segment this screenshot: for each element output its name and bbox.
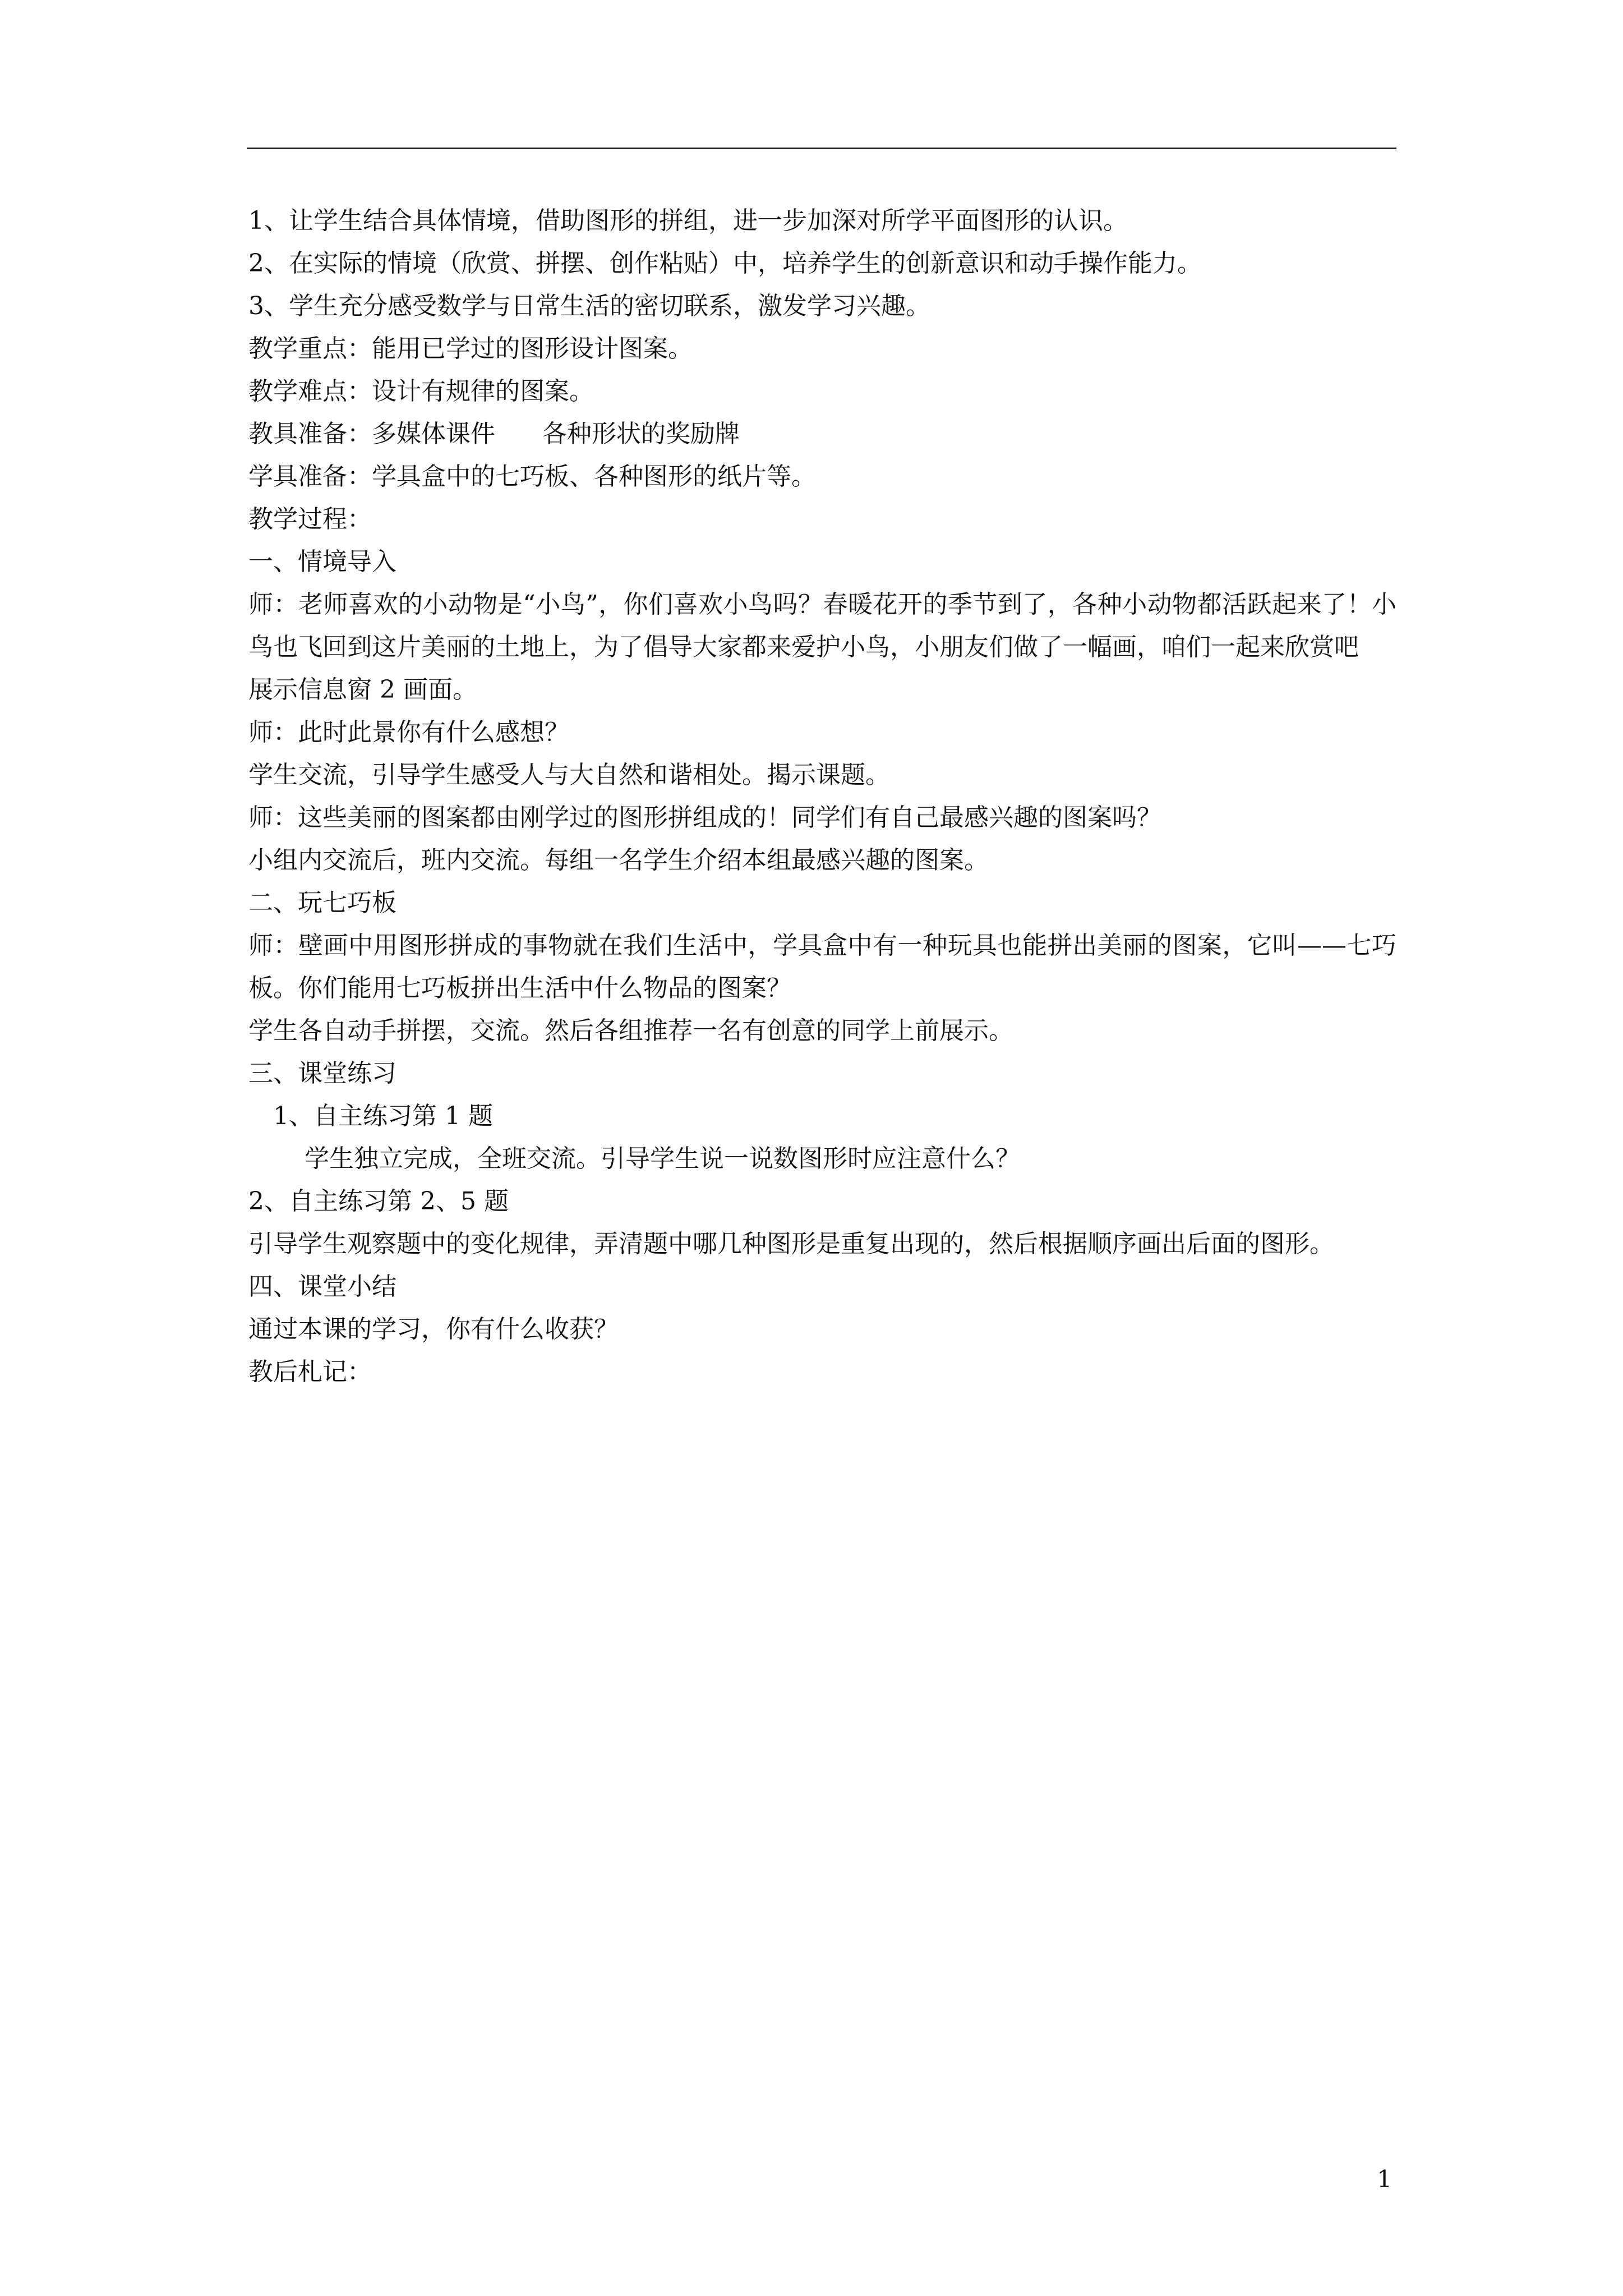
section-1-exchange: 学生交流，引导学生感受人与大自然和谐相处。揭示课题。 <box>248 761 890 789</box>
section-1-question: 师：此时此景你有什么感想？ <box>248 718 569 747</box>
student-materials: 学具准备：学具盒中的七巧板、各种图形的纸片等。 <box>248 462 816 491</box>
key-point: 教学重点：能用已学过的图形设计图案。 <box>248 334 693 363</box>
exercise-2-detail: 引导学生观察题中的变化规律，弄清题中哪几种图形是重复出现的，然后根据顺序画出后面的图形。 <box>248 1230 1334 1258</box>
teaching-notes: 教后札记： <box>248 1358 372 1386</box>
page-number: 1 <box>1377 2165 1392 2193</box>
section-1-teacher-question-2: 师：这些美丽的图案都由刚学过的图形拼组成的！同学们有自己最感兴趣的图案吗？ <box>248 803 1161 832</box>
section-1-teacher-intro: 师：老师喜欢的小动物是“小鸟”，你们喜欢小鸟吗？春暖花开的季节到了，各种小动物都活跃起来了！小鸟也飞回到这片美丽的土地上，为了倡导大家都来爱护小鸟，小朋友们做了一幅画，咱们一起来欣赏吧 <box>248 590 1396 661</box>
section-2-heading: 二、玩七巧板 <box>248 889 396 917</box>
objective-3: 3、学生充分感受数学与日常生活的密切联系，激发学习兴趣。 <box>248 292 930 320</box>
section-2-activity: 学生各自动手拼摆，交流。然后各组推荐一名有创意的同学上前展示。 <box>248 1016 1013 1045</box>
section-1-show: 展示信息窗 2 画面。 <box>248 675 477 704</box>
teacher-materials: 教具准备：多媒体课件 各种形状的奖励牌 <box>248 420 740 448</box>
objective-2: 2、在实际的情境（欣赏、拼摆、创作粘贴）中，培养学生的创新意识和动手操作能力。 <box>248 249 1202 278</box>
process-heading: 教学过程： <box>248 505 372 533</box>
objective-1: 1、让学生结合具体情境，借助图形的拼组，进一步加深对所学平面图形的认识。 <box>248 206 1128 235</box>
section-2-teacher: 师：壁画中用图形拼成的事物就在我们生活中，学具盒中有一种玩具也能拼出美丽的图案，它叫——七巧板。你们能用七巧板拼出生活中什么物品的图案？ <box>248 931 1396 1002</box>
section-3-heading: 三、课堂练习 <box>248 1059 396 1088</box>
section-1-group: 小组内交流后，班内交流。每组一名学生介绍本组最感兴趣的图案。 <box>248 846 989 875</box>
section-1-heading: 一、情境导入 <box>248 547 396 576</box>
exercise-2: 2、自主练习第 2、5 题 <box>248 1187 509 1216</box>
section-4-summary: 通过本课的学习，你有什么收获？ <box>248 1315 619 1343</box>
exercise-1-detail: 学生独立完成，全班交流。引导学生说一说数图形时应注意什么？ <box>305 1144 1020 1173</box>
document-body <box>248 200 1396 1393</box>
exercise-1: 1、自主练习第 1 题 <box>273 1102 493 1130</box>
header-rule <box>247 148 1396 149</box>
difficulty: 教学难点：设计有规律的图案。 <box>248 377 594 406</box>
section-4-heading: 四、课堂小结 <box>248 1272 396 1301</box>
